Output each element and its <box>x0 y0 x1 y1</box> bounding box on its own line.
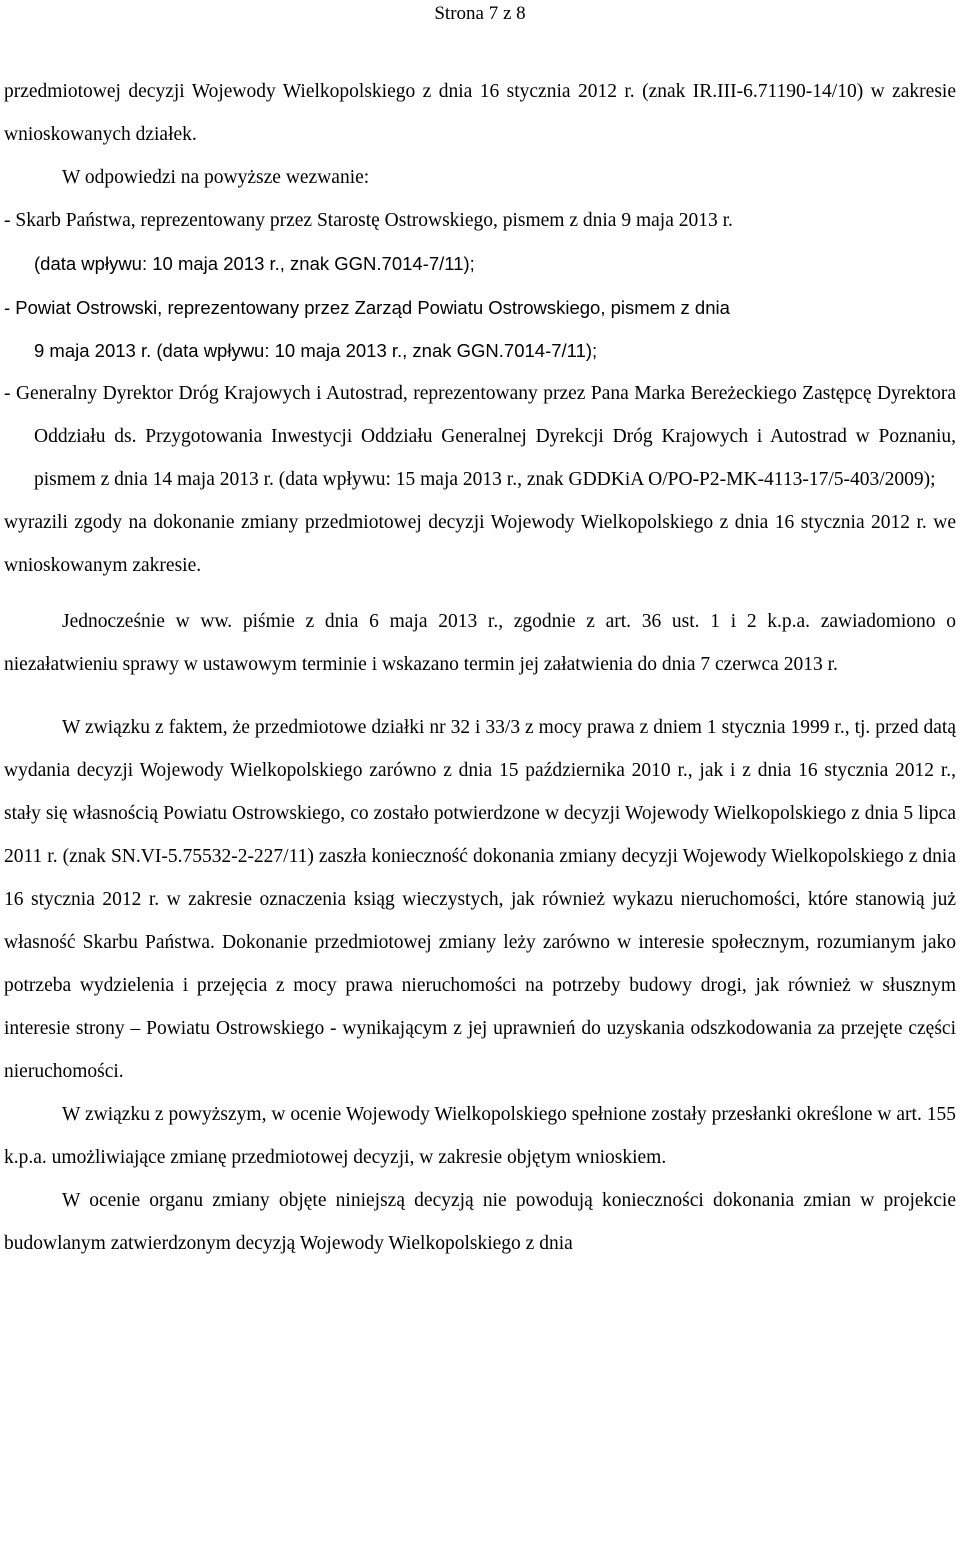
list-item-skarb-panstwa <box>4 199 956 286</box>
page-number-header: Strona 7 z 8 <box>434 3 526 24</box>
paragraph-response-intro: W odpowiedzi na powyższe wezwanie: <box>62 167 370 188</box>
list-item-gddkia: - Generalny Dyrektor Dróg Krajowych i Autostrad, reprezentowany przez Pana Marka Bereżeckiego Zastępcę Dyrektora Oddziału ds. Przygotowania Inwestycji Oddziału Generalnej Dyrekcji Dróg Krajowych i Autostrad w Poznaniu, pismem z dnia 14 maja 2013 r. (data wpływu: 15 maja 2013 r., znak GDDKiA O/PO-P2-MK-4113-17/5-403/2009); <box>4 383 956 490</box>
paragraph-decision-reference: przedmiotowej decyzji Wojewody Wielkopolskiego z dnia 16 stycznia 2012 r. (znak IR.III-6.71190-14/10) w zakresie wnioskowanych działek. <box>4 81 956 145</box>
list-item-powiat-ostrowski-line2: 9 maja 2013 r. (data wpływu: 10 maja 2013 r., znak GGN.7014-7/11); <box>34 340 598 361</box>
list-item-powiat-ostrowski-line1: - Powiat Ostrowski, reprezentowany przez Zarząd Powiatu Ostrowskiego, pismem z dnia <box>4 297 730 318</box>
document-body <box>4 70 956 1265</box>
list-item-powiat-ostrowski <box>4 286 956 372</box>
paragraph-consent: wyrazili zgody na dokonanie zmiany przedmiotowej decyzji Wojewody Wielkopolskiego z dnia 16 stycznia 2012 r. we wnioskowanym zakresie. <box>4 512 956 576</box>
paragraph-project-assessment: W ocenie organu zmiany objęte niniejszą decyzją nie powodują konieczności dokonania zmian w projekcie budowlanym zatwierdzonym decyzją Wojewody Wielkopolskiego z dnia <box>4 1190 956 1254</box>
paragraph-conclusion: W związku z powyższym, w ocenie Wojewody Wielkopolskiego spełnione zostały przesłanki określone w art. 155 k.p.a. umożliwiające zmianę przedmiotowej decyzji, w zakresie objętym wnioskiem. <box>4 1104 956 1168</box>
paragraph-notification: Jednocześnie w ww. piśmie z dnia 6 maja 2013 r., zgodnie z art. 36 ust. 1 i 2 k.p.a. zawiadomiono o niezałatwieniu sprawy w ustawowym terminie i wskazano termin jej załatwienia do dnia 7 czerwca 2013 r. <box>4 611 956 675</box>
paragraph-justification: W związku z faktem, że przedmiotowe działki nr 32 i 33/3 z mocy prawa z dniem 1 stycznia 1999 r., tj. przed datą wydania decyzji Wojewody Wielkopolskiego zarówno z dnia 15 października 2010 r., jak i z dnia 16 stycznia 2012 r., stały się własnością Powiatu Ostrowskiego, co zostało potwierdzone w decyzji Wojewody Wielkopolskiego z dnia 5 lipca 2011 r. (znak SN.VI-5.75532-2-227/11) zaszła konieczność dokonania zmiany decyzji Wojewody Wielkopolskiego z dnia 16 stycznia 2012 r. w zakresie oznaczenia ksiąg wieczystych, jak również wykazu nieruchomości, które stanowią już własność Skarbu Państwa. Dokonanie przedmiotowej zmiany leży zarówno w interesie społecznym, rozumianym jako potrzeba wydzielenia i przejęcia z mocy prawa nieruchomości na potrzeby budowy drogi, jak również w słusznym interesie strony – Powiatu Ostrowskiego - wynikającym z jej uprawnień do uzyskania odszkodowania za przejęte części nieruchomości. <box>4 717 956 1082</box>
list-item-skarb-panstwa-line1: - Skarb Państwa, reprezentowany przez Starostę Ostrowskiego, pismem z dnia 9 maja 2013 r. <box>4 210 733 231</box>
list-item-skarb-panstwa-line2: (data wpływu: 10 maja 2013 r., znak GGN.7014-7/11); <box>34 253 475 274</box>
